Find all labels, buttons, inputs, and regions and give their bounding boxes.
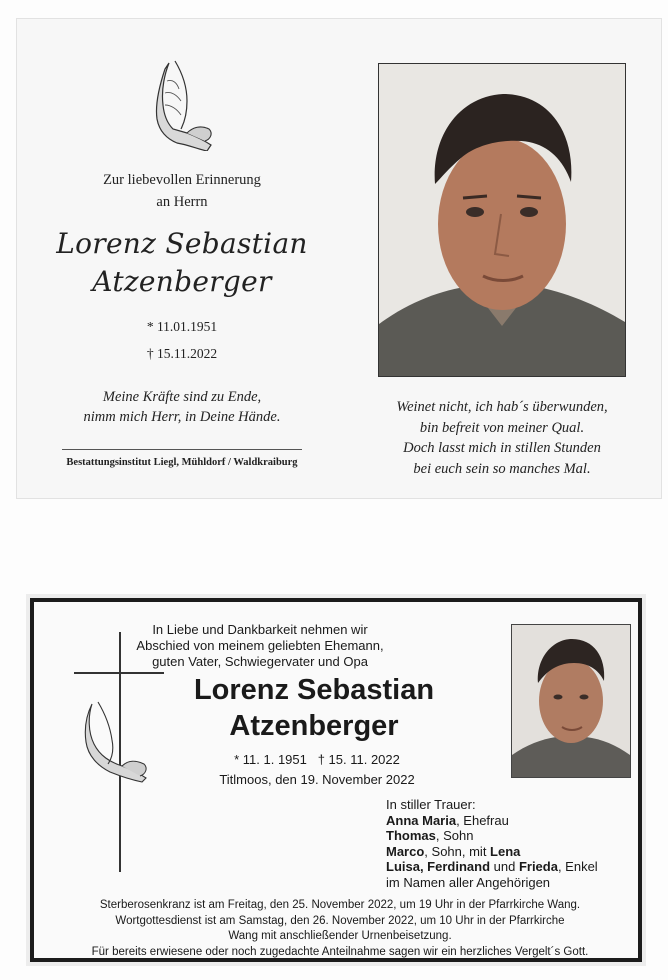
mourner-5: im Namen aller Angehörigen — [386, 874, 551, 890]
service-line-3: Wang mit anschließender Urnenbeisetzung. — [228, 930, 452, 942]
obituary-frame — [30, 598, 642, 962]
mourner-2: Thomas, Sohn — [386, 828, 474, 843]
mourner-1: Anna Maria, Ehefrau — [386, 812, 509, 828]
obituary-service-info — [34, 898, 646, 960]
intro-line-3: guten Vater, Schwiegervater und Opa — [152, 654, 368, 669]
service-line-1: Sterberosenkranz ist am Freitag, den 25. November 2022, um 19 Uhr in der Pfarrkirche Wang. — [99, 899, 581, 911]
obituary-portrait-image — [512, 625, 630, 777]
memorial-card — [16, 18, 662, 499]
intro-line-2: an Herrn — [156, 194, 208, 210]
name-line-2: Atzenberger — [92, 265, 272, 298]
name-line-1: Lorenz Sebastian — [56, 227, 308, 260]
mourner-3: Marco, Sohn, mit Lena — [386, 843, 521, 859]
intro-line-1: Zur liebevollen Erinnerung — [103, 172, 261, 188]
funeral-home: Bestattungsinstitut Liegl, Mühldorf / Waldkraiburg — [66, 457, 298, 468]
obituary-intro — [34, 622, 486, 670]
intro-line-1: In Liebe und Dankbarkeit nehmen wir — [152, 622, 368, 637]
poem-line-3: Doch lasst mich in stillen Stunden — [403, 440, 601, 456]
obituary-place-date: Titlmoos, den 19. November 2022 — [219, 772, 415, 787]
birth-date: * 11.01.1951 — [146, 319, 218, 334]
verse-line-2: nimm mich Herr, in Deine Hände. — [83, 409, 281, 425]
name-line-2: Atzenberger — [229, 710, 399, 742]
newspaper-obituary — [26, 594, 646, 966]
mourners-list — [386, 797, 598, 890]
poem-line-2: bin befreit von meiner Qual. — [419, 419, 585, 436]
poem-line-1: Weinet nicht, ich hab´s überwunden, — [396, 399, 608, 415]
service-line-2: Wortgottesdienst ist am Samstag, den 26. November 2022, um 10 Uhr in der Pfarrkirche — [115, 914, 565, 927]
obituary-photo — [511, 624, 631, 778]
card-intro — [17, 169, 347, 213]
obituary-name — [134, 672, 494, 744]
service-line-4: Für bereits erwiesene oder noch zugedachte Anteilnahme sagen wir ein herzliches Vergelt´s Gott. — [91, 945, 589, 958]
card-verse — [17, 387, 347, 427]
portrait-image — [379, 64, 625, 376]
intro-line-2: Abschied von meinem geliebten Ehemann, — [136, 638, 384, 653]
verse-line-1: Meine Kräfte sind zu Ende, — [102, 389, 262, 405]
mourners-heading: In stiller Trauer: — [386, 797, 476, 812]
portrait-photo — [378, 63, 626, 377]
card-left-panel — [17, 19, 347, 498]
praying-hands-icon — [147, 59, 215, 151]
card-poem — [363, 397, 641, 479]
mourner-4: Luisa, Ferdinand und Frieda, Enkel — [386, 859, 598, 874]
divider — [62, 449, 302, 450]
deceased-name — [17, 225, 347, 301]
poem-line-4: bei euch sein so manches Mal. — [413, 460, 591, 477]
name-line-1: Lorenz Sebastian — [193, 674, 435, 706]
obituary-dates: * 11. 1. 1951 † 15. 11. 2022 — [234, 752, 400, 767]
death-date: † 15.11.2022 — [146, 346, 218, 361]
